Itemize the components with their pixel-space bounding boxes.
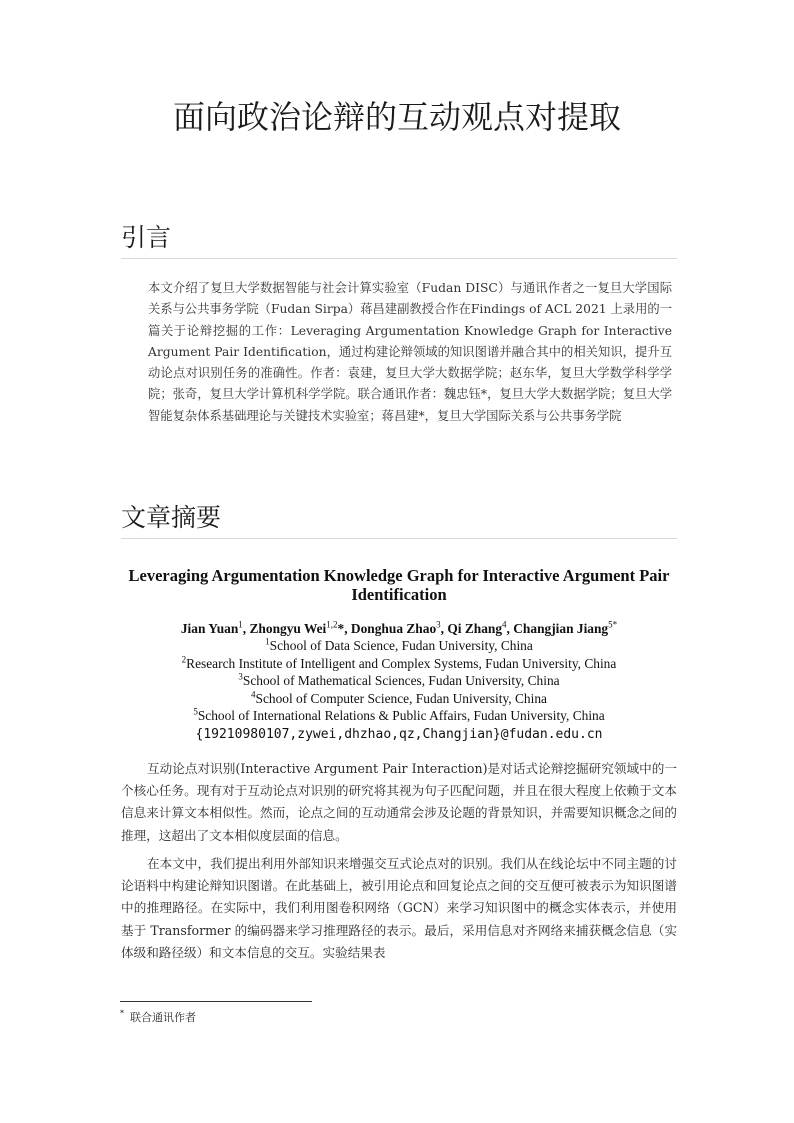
author-affiliation-mark: 4 xyxy=(502,619,507,630)
author-list xyxy=(110,620,688,637)
affiliation-list xyxy=(110,637,688,744)
affiliation-line xyxy=(110,690,688,708)
footnote-text: 联合通讯作者 xyxy=(130,1011,196,1024)
intro-body: 本文介绍了复旦大学数据智能与社会计算实验室（Fudan DISC）与通讯作者之一复旦大学国际关系与公共事务学院（Fudan Sirpa）蒋昌建副教授合作在Findings of ACL 2021 上录用的一篇关于论辩挖掘的工作：Leveraging Argumentation Knowledge Graph for Interactive Argument Pair Identification，通过构建论辩领域的知识图谱并融合其中的相关知识，提升互动论点对识别任务的准确性。作者：袁建，复旦大学大数据学院；赵东华，复旦大学数学科学学院；张奇，复旦大学计算机科学学院。联合通讯作者：魏忠钰*，复旦大学大数据学院；复旦大学智能复杂体系基础理论与关键技术实验室；蒋昌建*，复旦大学国际关系与公共事务学院 xyxy=(148,281,672,423)
author-name: Qi Zhang xyxy=(447,621,503,636)
author-name: Zhongyu Wei xyxy=(249,621,327,636)
affiliation-mark: 1 xyxy=(265,636,270,647)
affiliation-line xyxy=(110,672,688,690)
author-name: Changjian Jiang xyxy=(513,621,609,636)
affiliation-mark: 2 xyxy=(181,654,187,665)
abstract-heading: 文章摘要 xyxy=(121,503,222,532)
page-title: 面向政治论辩的互动观点对提取 xyxy=(172,98,621,136)
abstract-paragraph-1: 互动论点对识别(Interactive Argument Pair Interaction)是对话式论辩挖掘研究领域中的一个核心任务。现有对于互动论点对识别的研究将其视为句子匹配问题，并且在很大程度上依赖于文本信息来计算文本相似性。然而，论点之间的互动通常会涉及论题的背景知识，并需要知识概念之间的推理，这超出了文本相似度层面的信息。 xyxy=(121,761,677,843)
affiliation-text: School of Mathematical Sciences, Fudan University, China xyxy=(242,673,560,688)
intro-divider xyxy=(121,258,677,259)
abstract-divider xyxy=(121,538,677,539)
author-emails: {19210980107,zywei,dhzhao,qz,Changjian}@fudan.edu.cn xyxy=(195,726,603,742)
author-separator: , xyxy=(506,621,514,636)
author-affiliation-mark: 1 xyxy=(238,619,243,630)
author-separator: *, xyxy=(337,621,351,636)
author-affiliation-mark: 3 xyxy=(436,619,441,630)
affiliation-text: School of Computer Science, Fudan University, China xyxy=(255,690,547,706)
affiliation-mark: 5 xyxy=(193,706,198,717)
abstract-paragraph-2: 在本文中，我们提出利用外部知识来增强交互式论点对的识别。我们从在线论坛中不同主题的讨论语料中构建论辩知识图谱。在此基础上，被引用论点和回复论点之间的交互便可被表示为知识图谱中的推理路径。在实际中，我们利用图卷积网络（GCN）来学习知识图中的概念实体表示，并使用基于 Transformer 的编码器来学习推理路径的表示。最后，采用信息对齐网络来捕获概念信息（实体级和路径级）和文本信息的交互。实验结果表 xyxy=(121,856,677,960)
affiliation-mark: 4 xyxy=(251,689,256,700)
author-separator: , xyxy=(440,621,448,636)
footnote-marker: * xyxy=(120,1009,124,1019)
affiliation-text: Research Institute of Intelligent and Complex Systems, Fudan University, China xyxy=(186,655,617,671)
footnote xyxy=(120,1010,196,1026)
author-name: Donghua Zhao xyxy=(350,621,437,636)
affiliation-line xyxy=(110,637,688,655)
author-separator: * xyxy=(612,619,618,630)
footnote-divider xyxy=(120,1001,312,1002)
author-affiliation-mark: 1,2 xyxy=(326,619,338,630)
affiliation-text: School of International Relations & Public Affairs, Fudan University, China xyxy=(197,708,605,723)
author-affiliation-mark: 5 xyxy=(608,619,613,630)
author-separator: , xyxy=(242,621,250,636)
affiliation-text: School of Data Science, Fudan University, China xyxy=(269,638,533,653)
affiliation-mark: 3 xyxy=(238,671,243,682)
intro-heading: 引言 xyxy=(121,223,172,252)
author-name: Jian Yuan xyxy=(180,621,239,636)
affiliation-line xyxy=(110,655,688,673)
paper-title: Leveraging Argumentation Knowledge Graph for Interactive Argument Pair Identification xyxy=(128,566,670,604)
affiliation-line xyxy=(110,707,688,725)
